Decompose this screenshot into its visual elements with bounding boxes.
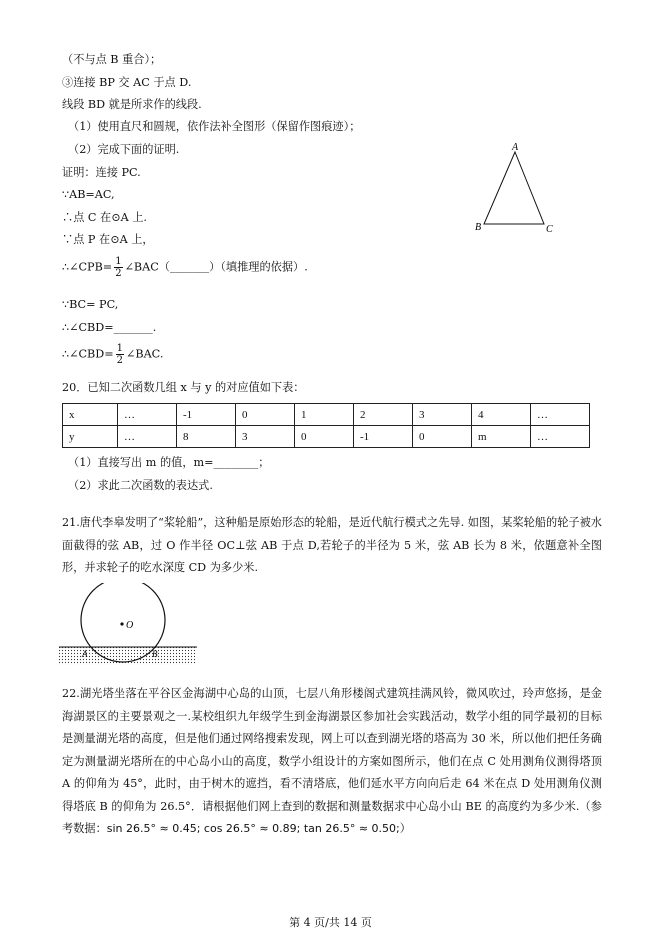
q21-text: 21.唐代李皋发明了“桨轮船”，这种船是原始形态的轮船，是近代航行模式之先导. 如图，某桨轮船的轮子被水面截得的弦 AB，过 O 作半径 OC⊥弦 AB 于点 D,若轮子的半径为 5 米，弦 AB 长为 8 米，依题意补全图形，并求轮子的吃水深度 CD 为多少米. [62,516,602,574]
table-cell: 0 [413,426,472,448]
vertex-label-c: C [546,224,553,235]
fraction-half: $\frac{1}{2}$ [115,256,122,279]
proof-line: （1）使用直尺和圆规，依作法补全图形（保留作图痕迹）； [68,120,361,133]
q20-part1: （1）直接写出 m 的值，m=________； [68,456,270,469]
table-cell: 3 [236,426,295,448]
proof-line: ③连接 BP 交 AC 于点 D. [62,76,192,89]
proof-line: ∴点 C 在⊙A 上. [62,211,147,224]
q22-reference-values: sin 26.5° ≈ 0.45; cos 26.5° ≈ 0.89; tan 26.5° ≈ 0.50; [106,822,400,835]
proof-line: 证明：连接 PC. [62,166,141,179]
table-cell: m [472,426,531,448]
page-footer: 第 4 页/共 14 页 [289,916,372,929]
table-cell: x [63,404,118,426]
table-cell: 3 [413,404,472,426]
angle-cbd-blank-line: ∴∠CBD=_______. [62,321,157,334]
table-cell: … [118,404,177,426]
table-cell: 4 [472,404,531,426]
proof-line: ∵点 P 在⊙A 上， [62,233,154,246]
table-cell: … [531,404,590,426]
table-cell: 2 [354,404,413,426]
table-cell: y [63,426,118,448]
table-cell: … [118,426,177,448]
table-cell: -1 [177,404,236,426]
proof-line: 线段 BD 就是所求作的线段. [62,98,202,111]
fraction-half: $\frac{1}{2}$ [116,343,123,366]
xy-table [62,403,590,448]
triangle-figure [470,140,560,240]
angle-cbd-line: ∴∠CBD= $\frac{1}{2}$ ∠BAC. [62,343,164,366]
proof-line: （2）完成下面的证明. [68,143,180,156]
table-row-y [63,426,590,448]
table-cell: 0 [295,426,354,448]
center-label-o: O [126,620,134,631]
vertex-label-b: B [475,222,482,233]
chord-label-a: A [82,649,88,659]
table-cell: 0 [236,404,295,426]
table-cell: 8 [177,426,236,448]
table-row-x [63,404,590,426]
q20-part2: （2）求此二次函数的表达式. [68,479,213,492]
proof-line: ∵AB=AC, [62,188,115,201]
table-cell: -1 [354,426,413,448]
q22-text: 22.湖光塔坐落在平谷区金海湖中心岛的山顶，七层八角形楼阁式建筑挂满风铃，微风吹过，玲声悠扬，是金海湖景区的主要景观之一.某校组织九年级学生到金海湖景区参加社会实践活动，数学小组的同学最初的目标是测量湖光塔的高度，但是他们通过网络搜索发现，网上可以查到湖光塔的塔高为 30 米，所以他们把任务确定为测量湖光塔所在的中心岛小山的高度，数学小组设计的方案如图所示，他们在点 C 处用测角仪测得塔顶 A 的仰角为 45°，此时，由于树木的遮挡，看不清塔底，他们延水平方向向后走 64 米在点 D 处用测角仪测得塔底 B 的仰角为 26.5°．请根据他们网上查到的数据和测量数据求中心岛小山 BE 的高度约为多少米.（参考数据：sin 26.5° ≈ 0.45; cos 26.5° ≈ 0.89; tan 26.5° ≈ 0.50;） [62,687,602,835]
q20-title: 20．已知二次函数几组 x 与 y 的对应值如下表： [62,381,305,394]
chord-label-b: B [152,649,158,659]
bc-pc-line: ∵BC= PC, [62,298,119,311]
proof-line: （不与点 B 重合）； [62,53,162,66]
table-cell: … [531,426,590,448]
vertex-label-a: A [512,142,519,153]
table-cell: 1 [295,404,354,426]
angle-cpb-line: ∴∠CPB= $\frac{1}{2}$ ∠BAC（_______）（填推理的依据）. [62,256,308,279]
paddle-wheel-figure [55,583,205,668]
